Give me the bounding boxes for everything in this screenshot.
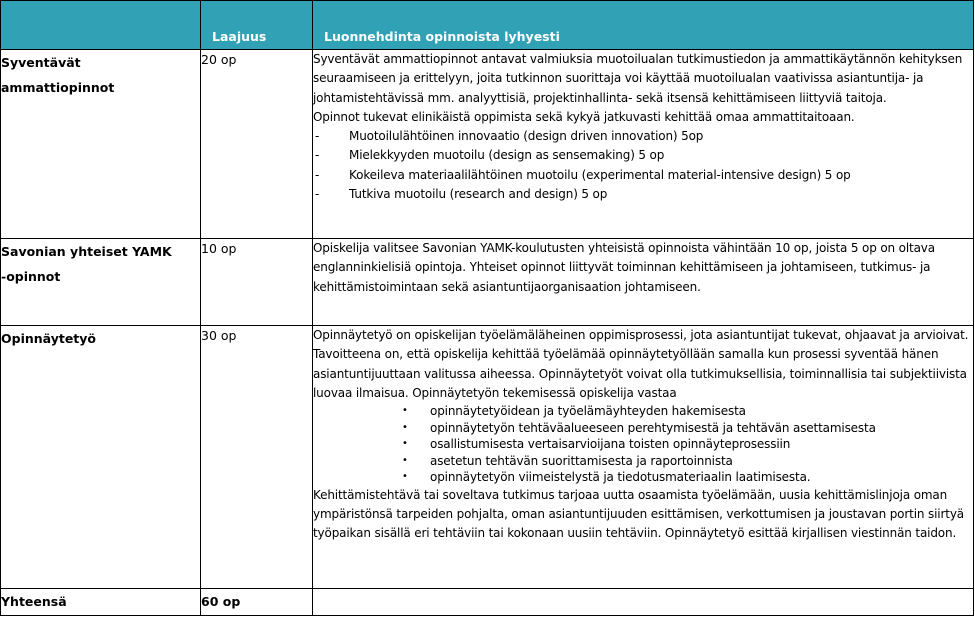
table-row [1, 326, 974, 589]
dash-marker-icon: - [315, 187, 320, 202]
list-item [313, 166, 973, 185]
list-item [313, 436, 973, 453]
dash-marker-icon: - [315, 167, 320, 182]
scope-cell: 10 op [201, 239, 313, 326]
description-cell [313, 239, 974, 326]
description-paragraph: Opinnot tukevat elinikäistä oppimista sekä kykyä jatkuvasti kehittää omaa ammattitaitoaan. [313, 109, 855, 124]
module-name-line: Opinnäytetyö [1, 331, 97, 346]
dash-marker-icon: - [315, 148, 320, 163]
table-row [1, 239, 974, 326]
table-row [1, 50, 974, 239]
list-item-text: Muotoilulähtöinen innovaatio (design driven innovation) 5op [349, 129, 704, 144]
list-item-text: Kokeileva materiaalilähtöinen muotoilu (experimental material-intensive design) 5 op [349, 167, 851, 182]
list-item-text: opinnäytetyön viimeistelystä ja tiedotusmateriaalin laatimisesta. [430, 470, 811, 485]
total-label-cell [1, 589, 201, 616]
description-paragraph: Kehittämistehtävä tai soveltava tutkimus tarjoaa uutta osaamista työelämään, uusia kehittämislinjoja oman ympäristönsä tarpeiden pohjalta, oman asiantuntijuuden esittämisen, verkottumisen ja joustavan portin siirtyä työpaikan sisällä eri tehtäviin tai kokonaan uusiin tehtäviin. Opinnäytetyö esittää kirjallisen viestinnän taidon. [313, 487, 964, 541]
list-item-text: Mielekkyyden muotoilu (design as sensemaking) 5 op [349, 148, 665, 163]
list-item [313, 127, 973, 146]
list-item [313, 469, 973, 486]
list-item-text: opinnäytetyön tehtäväalueeseen perehtymisestä ja tehtävän asettamisesta [430, 420, 876, 435]
module-name-cell [1, 326, 201, 589]
header-cell-scope: Laajuus [201, 1, 313, 50]
description-paragraph: Syventävät ammattiopinnot antavat valmiuksia muotoilualan tutkimustiedon ja ammattikäytännön kehityksen seuraamiseen ja erittelyyn, joita tutkinnon suorittaja voi käyttää muotoilualan vaativissa asiantuntija- ja johtamistehtävissä mm. analyyttisiä, projektinhallinta- sekä itsensä kehittämiseen liittyviä taitoja. [313, 52, 963, 105]
bullet-icon: • [402, 405, 408, 417]
dash-marker-icon: - [315, 129, 320, 144]
module-name-line: Savonian yhteiset YAMK [1, 244, 172, 259]
table-header-row [1, 1, 974, 50]
module-name-line: -opinnot [1, 269, 61, 284]
description-paragraph: Opinnäytetyö on opiskelijan työelämäläheinen oppimisprosessi, jota asiantuntijat tukevat, ohjaavat ja arvioivat. Tavoitteena on, että opiskelija kehittää työelämää opinnäytetyöllään samalla kun prosessi syventää hänen asiantuntijuuttaan valitussa aiheessa. Opinnäytetyöt voivat olla tutkimuksellisia, toiminnallisia tai subjektiivista luovaa ilmaisua. Opinnäytetyön tekemisessä opiskelija vastaa [313, 328, 969, 400]
total-scope-cell: 60 op [201, 589, 313, 616]
bullet-icon: • [402, 421, 408, 433]
table-row-total [1, 589, 974, 616]
total-description-cell [313, 589, 974, 616]
scope-cell: 30 op [201, 326, 313, 589]
module-name-line: Syventävät [1, 55, 81, 70]
list-item [313, 403, 973, 420]
module-name-line: ammattiopinnot [1, 80, 115, 95]
description-cell [313, 50, 974, 239]
scope-cell: 20 op [201, 50, 313, 239]
bullet-icon: • [402, 471, 408, 483]
module-name-cell [1, 239, 201, 326]
course-list [313, 127, 973, 204]
list-item [313, 420, 973, 437]
total-label: Yhteensä [1, 594, 67, 609]
list-item [313, 185, 973, 204]
list-item-text: osallistumisesta vertaisarvioijana toisten opinnäyteprosessiin [430, 437, 791, 452]
list-item-text: Tutkiva muotoilu (research and design) 5 op [349, 187, 608, 202]
list-item-text: opinnäytetyöidean ja työelämäyhteyden hakemisesta [430, 404, 746, 419]
description-cell [313, 326, 974, 589]
responsibility-list [313, 403, 973, 486]
bullet-icon: • [402, 454, 408, 466]
description-paragraph: Opiskelija valitsee Savonian YAMK-koulutusten yhteisistä opinnoista vähintään 10 op, joista 5 op on oltava englanninkielisiä opintoja. Yhteiset opinnot liittyvät toiminnan kehittämiseen ja johtamiseen, tutkimus- ja kehittämistoimintaan sekä asiantuntijaorganisaation johtamiseen. [313, 241, 935, 294]
list-item-text: asetetun tehtävän suorittamisesta ja raportoinnista [430, 453, 733, 468]
bullet-icon: • [402, 438, 408, 450]
header-cell-study-module [1, 1, 201, 50]
list-item [313, 453, 973, 470]
list-item [313, 146, 973, 165]
module-name-cell [1, 50, 201, 239]
header-cell-description: Luonnehdinta opinnoista lyhyesti [313, 1, 974, 50]
